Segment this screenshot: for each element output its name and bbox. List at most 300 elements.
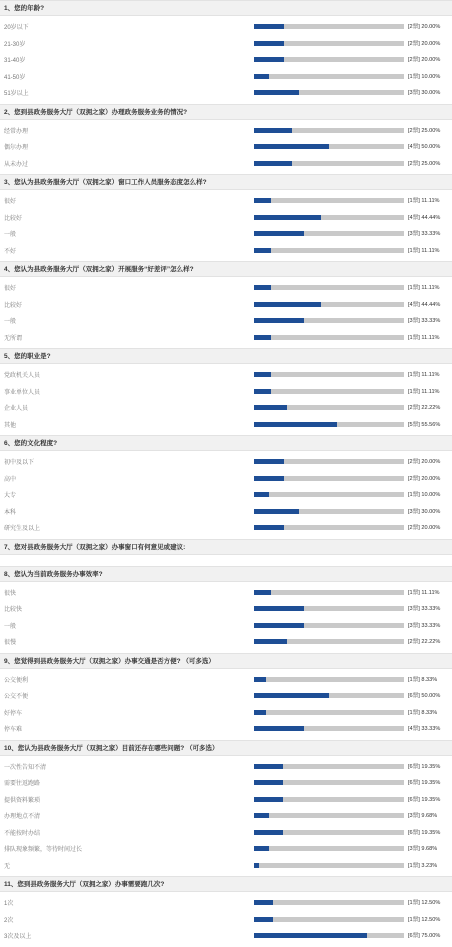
option-result xyxy=(408,159,440,167)
option-label: 研究生及以上 xyxy=(4,526,41,532)
option-row xyxy=(0,618,452,635)
option-label: 很快 xyxy=(4,590,17,597)
option-bar-track xyxy=(254,863,404,868)
option-result xyxy=(408,370,440,378)
option-votes: [2票] xyxy=(408,160,420,167)
question-title: 6、您的文化程度? xyxy=(0,435,452,451)
option-result xyxy=(408,931,440,939)
option-result xyxy=(408,915,440,923)
option-label: 2次 xyxy=(4,917,14,924)
option-bar-track xyxy=(254,74,404,79)
option-label: 21-30岁 xyxy=(4,41,26,48)
option-votes: [2票] xyxy=(408,525,420,531)
option-percent: 12.50% xyxy=(421,900,441,906)
option-label: 比较好 xyxy=(4,215,23,222)
option-result xyxy=(408,708,437,716)
option-bar-fill xyxy=(254,639,287,644)
option-bar-fill xyxy=(254,917,273,922)
option-votes: [2票] xyxy=(408,405,420,411)
option-label: 好停车 xyxy=(4,710,23,717)
option-bar-fill xyxy=(254,606,304,611)
option-bar-track xyxy=(254,917,404,922)
option-bar-fill xyxy=(254,198,271,203)
option-bar-track xyxy=(254,57,404,62)
option-row xyxy=(0,69,452,86)
option-row xyxy=(0,313,452,330)
option-bar-fill xyxy=(254,846,269,851)
option-bar-fill xyxy=(254,90,299,95)
option-label: 一般 xyxy=(4,623,17,630)
option-bar-track xyxy=(254,933,404,938)
option-bar-fill xyxy=(254,405,287,410)
option-result xyxy=(408,675,437,683)
option-label: 3次及以上 xyxy=(4,934,32,940)
option-label: 一次性告知不清 xyxy=(4,764,47,771)
question-title: 10、您认为县政务服务大厅（双拥之家）目前还存在哪些问题? （可多选） xyxy=(0,740,452,756)
option-votes: [6票] xyxy=(408,829,420,836)
option-row xyxy=(0,634,452,651)
option-percent: 33.33% xyxy=(421,231,441,237)
option-bar-track xyxy=(254,492,404,497)
question-options xyxy=(0,451,452,539)
option-percent: 75.00% xyxy=(421,933,441,939)
option-row xyxy=(0,721,452,738)
question-title: 7、您对县政务服务大厅（双拥之家）办事窗口有何意见或建议: xyxy=(0,539,452,555)
option-row xyxy=(0,858,452,875)
option-result xyxy=(408,861,437,869)
option-bar-track xyxy=(254,813,404,818)
option-result xyxy=(408,898,440,906)
option-percent: 19.35% xyxy=(421,829,441,836)
option-votes: [6票] xyxy=(408,780,420,786)
question-options xyxy=(0,120,452,175)
option-row xyxy=(0,672,452,689)
option-label: 一般 xyxy=(4,319,17,325)
option-votes: [3票] xyxy=(408,813,420,819)
option-percent: 9.68% xyxy=(421,846,438,852)
question-options xyxy=(0,190,452,261)
question-options xyxy=(0,582,452,653)
option-label: 无 xyxy=(4,863,11,870)
option-label: 公交便利 xyxy=(4,677,29,684)
option-percent: 20.00% xyxy=(421,525,441,531)
option-bar-track xyxy=(254,90,404,95)
option-row xyxy=(0,384,452,401)
option-bar-track xyxy=(254,285,404,290)
option-label: 本科 xyxy=(4,509,17,516)
option-bar-fill xyxy=(254,302,321,307)
option-row xyxy=(0,504,452,521)
option-result xyxy=(408,811,437,819)
question-options xyxy=(0,756,452,877)
option-result xyxy=(408,490,440,498)
option-result xyxy=(408,762,440,770)
option-result xyxy=(408,403,440,411)
option-row xyxy=(0,471,452,488)
option-bar-fill xyxy=(254,144,329,149)
option-bar-fill xyxy=(254,726,304,731)
option-votes: [2票] xyxy=(408,127,420,134)
option-label: 不能按时办结 xyxy=(4,830,41,837)
option-bar-track xyxy=(254,198,404,203)
option-label: 经常办理 xyxy=(4,128,29,135)
option-row xyxy=(0,928,452,945)
question-title: 9、您觉得到县政务服务大厅（双拥之家）办事交通是否方便? （可多选） xyxy=(0,653,452,669)
option-bar-track xyxy=(254,476,404,481)
option-percent: 11.11% xyxy=(421,334,440,341)
option-votes: [1票] xyxy=(408,862,420,869)
option-bar-track xyxy=(254,128,404,133)
option-result xyxy=(408,621,440,629)
option-row xyxy=(0,297,452,314)
option-bar-fill xyxy=(254,900,273,905)
option-bar-track xyxy=(254,639,404,644)
option-bar-track xyxy=(254,846,404,851)
option-votes: [6票] xyxy=(408,796,420,803)
option-percent: 33.33% xyxy=(421,622,441,629)
option-bar-track xyxy=(254,623,404,628)
option-bar-track xyxy=(254,726,404,731)
option-row xyxy=(0,19,452,36)
option-row xyxy=(0,585,452,602)
question-options xyxy=(0,277,452,348)
option-label: 需要往返跑路 xyxy=(4,781,41,787)
option-votes: [3票] xyxy=(408,90,420,96)
option-votes: [1票] xyxy=(408,372,420,378)
option-bar-track xyxy=(254,405,404,410)
option-label: 办理地点不清 xyxy=(4,814,41,820)
option-votes: [3票] xyxy=(408,508,420,515)
option-bar-fill xyxy=(254,797,283,802)
option-row xyxy=(0,243,452,260)
option-label: 比较好 xyxy=(4,302,23,309)
option-votes: [1票] xyxy=(408,247,420,254)
option-bar-fill xyxy=(254,24,284,29)
option-result xyxy=(408,300,440,308)
option-votes: [1票] xyxy=(408,709,420,716)
option-result xyxy=(408,844,437,852)
option-row xyxy=(0,688,452,705)
option-percent: 3.23% xyxy=(421,862,438,869)
option-label: 大专 xyxy=(4,493,17,499)
option-bar-track xyxy=(254,41,404,46)
option-percent: 30.00% xyxy=(421,508,441,515)
option-percent: 8.33% xyxy=(421,676,438,683)
option-label: 企业人员 xyxy=(4,406,29,412)
option-row xyxy=(0,705,452,722)
option-bar-fill xyxy=(254,335,271,340)
option-percent: 50.00% xyxy=(421,693,441,699)
option-label: 其他 xyxy=(4,422,17,429)
question-title: 2、您到县政务服务大厅（双拥之家）办理政务服务业务的情况? xyxy=(0,104,452,120)
option-votes: [1票] xyxy=(408,334,420,341)
option-percent: 11.11% xyxy=(421,198,440,204)
option-percent: 10.00% xyxy=(421,492,441,498)
option-bar-fill xyxy=(254,161,292,166)
option-votes: [1票] xyxy=(408,916,420,923)
option-result xyxy=(408,88,440,96)
question-title: 11、您到县政务服务大厅（双拥之家）办事需要跑几次? xyxy=(0,876,452,892)
option-row xyxy=(0,775,452,792)
option-bar-track xyxy=(254,372,404,377)
option-result xyxy=(408,333,440,341)
option-percent: 44.44% xyxy=(421,301,441,308)
option-bar-track xyxy=(254,215,404,220)
option-label: 无所谓 xyxy=(4,335,23,342)
option-votes: [6票] xyxy=(408,693,420,699)
option-row xyxy=(0,193,452,210)
option-percent: 33.33% xyxy=(421,318,441,324)
option-percent: 20.00% xyxy=(421,24,441,30)
option-percent: 22.22% xyxy=(421,405,441,411)
option-bar-fill xyxy=(254,285,271,290)
option-row xyxy=(0,226,452,243)
option-bar-track xyxy=(254,710,404,715)
option-percent: 11.11% xyxy=(421,589,440,596)
option-votes: [1票] xyxy=(408,492,420,498)
option-bar-track xyxy=(254,797,404,802)
option-votes: [1票] xyxy=(408,676,420,683)
option-bar-fill xyxy=(254,933,367,938)
option-bar-fill xyxy=(254,813,269,818)
option-row xyxy=(0,487,452,504)
option-result xyxy=(408,72,440,80)
option-bar-fill xyxy=(254,57,284,62)
option-bar-track xyxy=(254,422,404,427)
option-bar-track xyxy=(254,459,404,464)
option-result xyxy=(408,22,440,30)
option-bar-track xyxy=(254,335,404,340)
option-result xyxy=(408,229,440,237)
option-votes: [3票] xyxy=(408,318,420,324)
option-bar-track xyxy=(254,302,404,307)
option-bar-track xyxy=(254,509,404,514)
option-row xyxy=(0,825,452,842)
option-result xyxy=(408,457,440,465)
option-votes: [4票] xyxy=(408,214,420,221)
option-bar-fill xyxy=(254,590,271,595)
option-bar-fill xyxy=(254,780,283,785)
option-bar-track xyxy=(254,248,404,253)
option-row xyxy=(0,210,452,227)
option-percent: 22.22% xyxy=(421,639,441,645)
option-result xyxy=(408,828,440,836)
option-bar-fill xyxy=(254,372,271,377)
option-votes: [2票] xyxy=(408,57,420,63)
option-label: 20岁以下 xyxy=(4,25,29,31)
option-row xyxy=(0,895,452,912)
option-bar-track xyxy=(254,590,404,595)
option-label: 排队现象频繁，等待时间过长 xyxy=(4,847,83,853)
option-percent: 33.33% xyxy=(421,726,441,732)
option-votes: [3票] xyxy=(408,622,420,629)
option-votes: [5票] xyxy=(408,421,420,428)
option-percent: 25.00% xyxy=(421,127,441,134)
option-bar-fill xyxy=(254,525,284,530)
option-label: 很好 xyxy=(4,286,17,292)
option-label: 提供资料繁琐 xyxy=(4,797,41,804)
option-bar-fill xyxy=(254,677,266,682)
option-row xyxy=(0,367,452,384)
option-votes: [3票] xyxy=(408,606,420,612)
option-bar-fill xyxy=(254,830,283,835)
option-votes: [4票] xyxy=(408,726,420,732)
option-bar-fill xyxy=(254,693,329,698)
option-percent: 25.00% xyxy=(421,160,441,167)
option-bar-fill xyxy=(254,459,284,464)
option-label: 从未办过 xyxy=(4,161,29,168)
option-bar-fill xyxy=(254,318,304,323)
option-result xyxy=(408,691,440,699)
option-bar-fill xyxy=(254,74,269,79)
question-title: 1、您的年龄? xyxy=(0,0,452,16)
option-result xyxy=(408,316,440,324)
option-row xyxy=(0,139,452,156)
option-votes: [2票] xyxy=(408,24,420,30)
option-row xyxy=(0,759,452,776)
option-percent: 9.68% xyxy=(421,813,438,819)
question-title: 5、您的职业是? xyxy=(0,348,452,364)
question-options xyxy=(0,669,452,740)
option-row xyxy=(0,454,452,471)
option-label: 很慢 xyxy=(4,640,17,646)
option-row xyxy=(0,912,452,929)
option-result xyxy=(408,795,440,803)
option-votes: [1票] xyxy=(408,285,420,291)
option-bar-track xyxy=(254,24,404,29)
option-votes: [1票] xyxy=(408,73,420,80)
option-label: 初中及以下 xyxy=(4,460,35,466)
option-bar-track xyxy=(254,830,404,835)
option-percent: 44.44% xyxy=(421,214,441,221)
option-votes: [2票] xyxy=(408,40,420,47)
option-result xyxy=(408,778,440,786)
question-options xyxy=(0,364,452,435)
option-bar-track xyxy=(254,144,404,149)
option-percent: 11.11% xyxy=(421,372,440,378)
option-percent: 11.11% xyxy=(421,247,440,254)
option-row xyxy=(0,123,452,140)
option-percent: 50.00% xyxy=(421,144,441,150)
option-result xyxy=(408,126,440,134)
option-bar-fill xyxy=(254,231,304,236)
option-percent: 20.00% xyxy=(421,57,441,63)
option-result xyxy=(408,523,440,531)
option-bar-track xyxy=(254,764,404,769)
option-bar-fill xyxy=(254,863,259,868)
option-result xyxy=(408,474,440,482)
option-bar-track xyxy=(254,677,404,682)
option-bar-track xyxy=(254,780,404,785)
option-label: 停车难 xyxy=(4,727,23,733)
option-percent: 19.35% xyxy=(421,796,441,803)
option-label: 党政机关人员 xyxy=(4,373,41,379)
option-result xyxy=(408,196,440,204)
option-percent: 20.00% xyxy=(421,475,441,482)
option-bar-track xyxy=(254,900,404,905)
option-bar-fill xyxy=(254,128,292,133)
option-bar-fill xyxy=(254,476,284,481)
option-label: 公交不便 xyxy=(4,694,29,700)
option-row xyxy=(0,792,452,809)
option-votes: [1票] xyxy=(408,589,420,596)
option-bar-fill xyxy=(254,389,271,394)
option-label: 偶尔办理 xyxy=(4,145,29,151)
option-votes: [2票] xyxy=(408,639,420,645)
option-bar-fill xyxy=(254,623,304,628)
option-percent: 8.33% xyxy=(421,709,438,716)
option-percent: 11.11% xyxy=(421,285,440,291)
option-row xyxy=(0,280,452,297)
option-percent: 10.00% xyxy=(421,73,441,80)
question-title: 8、您认为当前政务服务办事效率? xyxy=(0,566,452,582)
option-votes: [3票] xyxy=(408,231,420,237)
option-percent: 12.50% xyxy=(421,916,441,923)
option-percent: 19.35% xyxy=(421,763,441,770)
option-percent: 30.00% xyxy=(421,90,441,96)
option-votes: [1票] xyxy=(408,198,420,204)
option-votes: [2票] xyxy=(408,475,420,482)
option-label: 51岁以上 xyxy=(4,91,29,97)
option-bar-track xyxy=(254,525,404,530)
option-result xyxy=(408,420,440,428)
option-label: 不好 xyxy=(4,248,17,255)
option-label: 41-50岁 xyxy=(4,74,26,81)
option-row xyxy=(0,601,452,618)
option-bar-track xyxy=(254,231,404,236)
option-percent: 20.00% xyxy=(421,40,441,47)
option-result xyxy=(408,604,440,612)
option-percent: 19.35% xyxy=(421,780,441,786)
option-row xyxy=(0,417,452,434)
question-options xyxy=(0,555,452,566)
option-bar-track xyxy=(254,318,404,323)
option-result xyxy=(408,283,440,291)
question-title: 4、您认为县政务服务大厅（双拥之家）开展服务“好差评”怎么样? xyxy=(0,261,452,277)
option-label: 高中 xyxy=(4,476,17,483)
option-row xyxy=(0,156,452,173)
option-bar-track xyxy=(254,606,404,611)
option-votes: [1票] xyxy=(408,900,420,906)
option-votes: [3票] xyxy=(408,846,420,852)
question-options xyxy=(0,16,452,104)
option-row xyxy=(0,36,452,53)
option-result xyxy=(408,213,440,221)
option-bar-fill xyxy=(254,764,283,769)
option-votes: [1票] xyxy=(408,388,420,395)
option-bar-fill xyxy=(254,710,266,715)
option-percent: 33.33% xyxy=(421,606,441,612)
option-result xyxy=(408,387,440,395)
option-percent: 11.11% xyxy=(421,388,440,395)
option-votes: [6票] xyxy=(408,933,420,939)
question-title: 3、您认为县政务服务大厅（双拥之家）窗口工作人员服务态度怎么样? xyxy=(0,174,452,190)
option-bar-fill xyxy=(254,41,284,46)
option-row xyxy=(0,52,452,69)
option-bar-fill xyxy=(254,248,271,253)
option-label: 31-40岁 xyxy=(4,58,26,64)
option-label: 事业单位人员 xyxy=(4,389,41,396)
option-bar-fill xyxy=(254,422,337,427)
option-label: 1次 xyxy=(4,901,14,907)
option-percent: 20.00% xyxy=(421,459,441,465)
option-bar-track xyxy=(254,693,404,698)
option-row xyxy=(0,85,452,102)
option-row xyxy=(0,400,452,417)
option-bar-fill xyxy=(254,509,299,514)
option-votes: [6票] xyxy=(408,763,420,770)
option-result xyxy=(408,507,440,515)
